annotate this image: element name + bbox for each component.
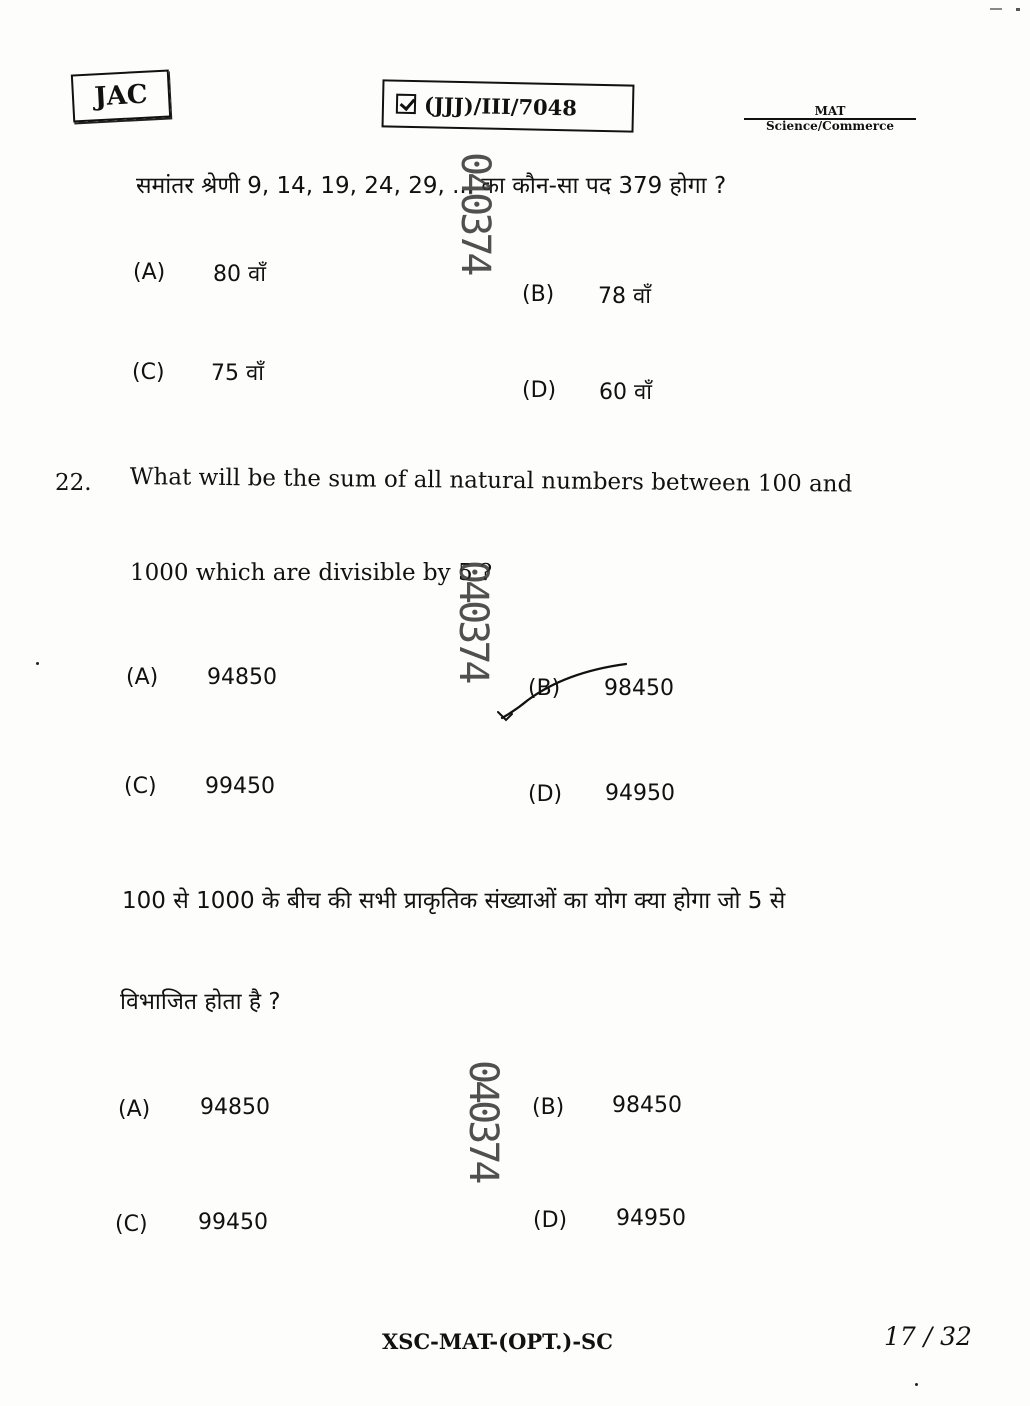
q22-number: 22. [55,470,92,496]
checkbox-icon [396,94,416,114]
q22-option-d-text: 94950 [605,781,675,806]
q21-option-d-text: 60 वाँ [599,380,652,405]
footer-paper-code: XSC-MAT-(OPT.)-SC [382,1329,613,1354]
q22-option-d-label: (D) [528,782,563,807]
q21-option-a-text: 80 वाँ [213,262,266,287]
board-badge: JAC [71,69,171,122]
q22-hindi-option-d-label: (D) [533,1208,568,1233]
q22-question-line1: What will be the sum of all natural numbers between 100 and [129,464,853,498]
q21-option-c-label: (C) [132,360,165,385]
subject-name: MAT [744,105,916,120]
stray-dot-bottom [915,1383,918,1386]
handwritten-tick-mark [496,660,636,730]
q22-hindi-option-a-text: 94850 [200,1095,270,1120]
q22-option-a-text: 94850 [207,665,277,690]
scan-mark-top-2 [1016,8,1020,11]
q22-hindi-option-a-label: (A) [118,1097,151,1122]
q22-hindi-option-b-text: 98450 [612,1093,682,1118]
scan-mark-top [990,8,1002,10]
page-number: 17 / 32 [884,1322,972,1351]
q21-option-c-text: 75 वाँ [211,361,264,386]
q21-hindi-question: समांतर श्रेणी 9, 14, 19, 24, 29, ... का कौन-सा पद 379 होगा ? [136,173,727,199]
q22-hindi-question-line1: 100 से 1000 के बीच की सभी प्राकृतिक संख्याओं का योग क्या होगा जो 5 से [122,888,786,914]
q22-hindi-option-c-text: 99450 [198,1210,268,1235]
q22-option-b-label: (B) [528,676,561,701]
paper-code: (JJJ)/III/7048 [423,91,578,120]
stray-dot-left [36,662,39,665]
q22-hindi-option-b-label: (B) [532,1095,565,1120]
stamp-number-1: 040374 [452,152,498,273]
q21-option-a-label: (A) [133,260,166,285]
q22-option-c-text: 99450 [205,774,275,799]
q21-option-d-label: (D) [522,378,557,403]
stamp-number-2: 040374 [450,560,496,681]
q22-option-b-text: 98450 [604,676,674,701]
q21-option-b-label: (B) [522,282,555,307]
stamp-number-3: 040374 [460,1060,506,1181]
q22-question-line2: 1000 which are divisible by 5 ? [130,560,493,586]
q22-hindi-option-c-label: (C) [115,1212,148,1237]
q22-hindi-question-line2: विभाजित होता है ? [120,989,281,1015]
q22-hindi-option-d-text: 94950 [616,1206,686,1231]
q22-option-c-label: (C) [124,774,157,799]
q21-option-b-text: 78 वाँ [598,284,651,309]
paper-code-box [382,79,635,132]
subject-label [744,105,916,133]
subject-stream: Science/Commerce [765,119,895,133]
q22-option-a-label: (A) [126,665,159,690]
